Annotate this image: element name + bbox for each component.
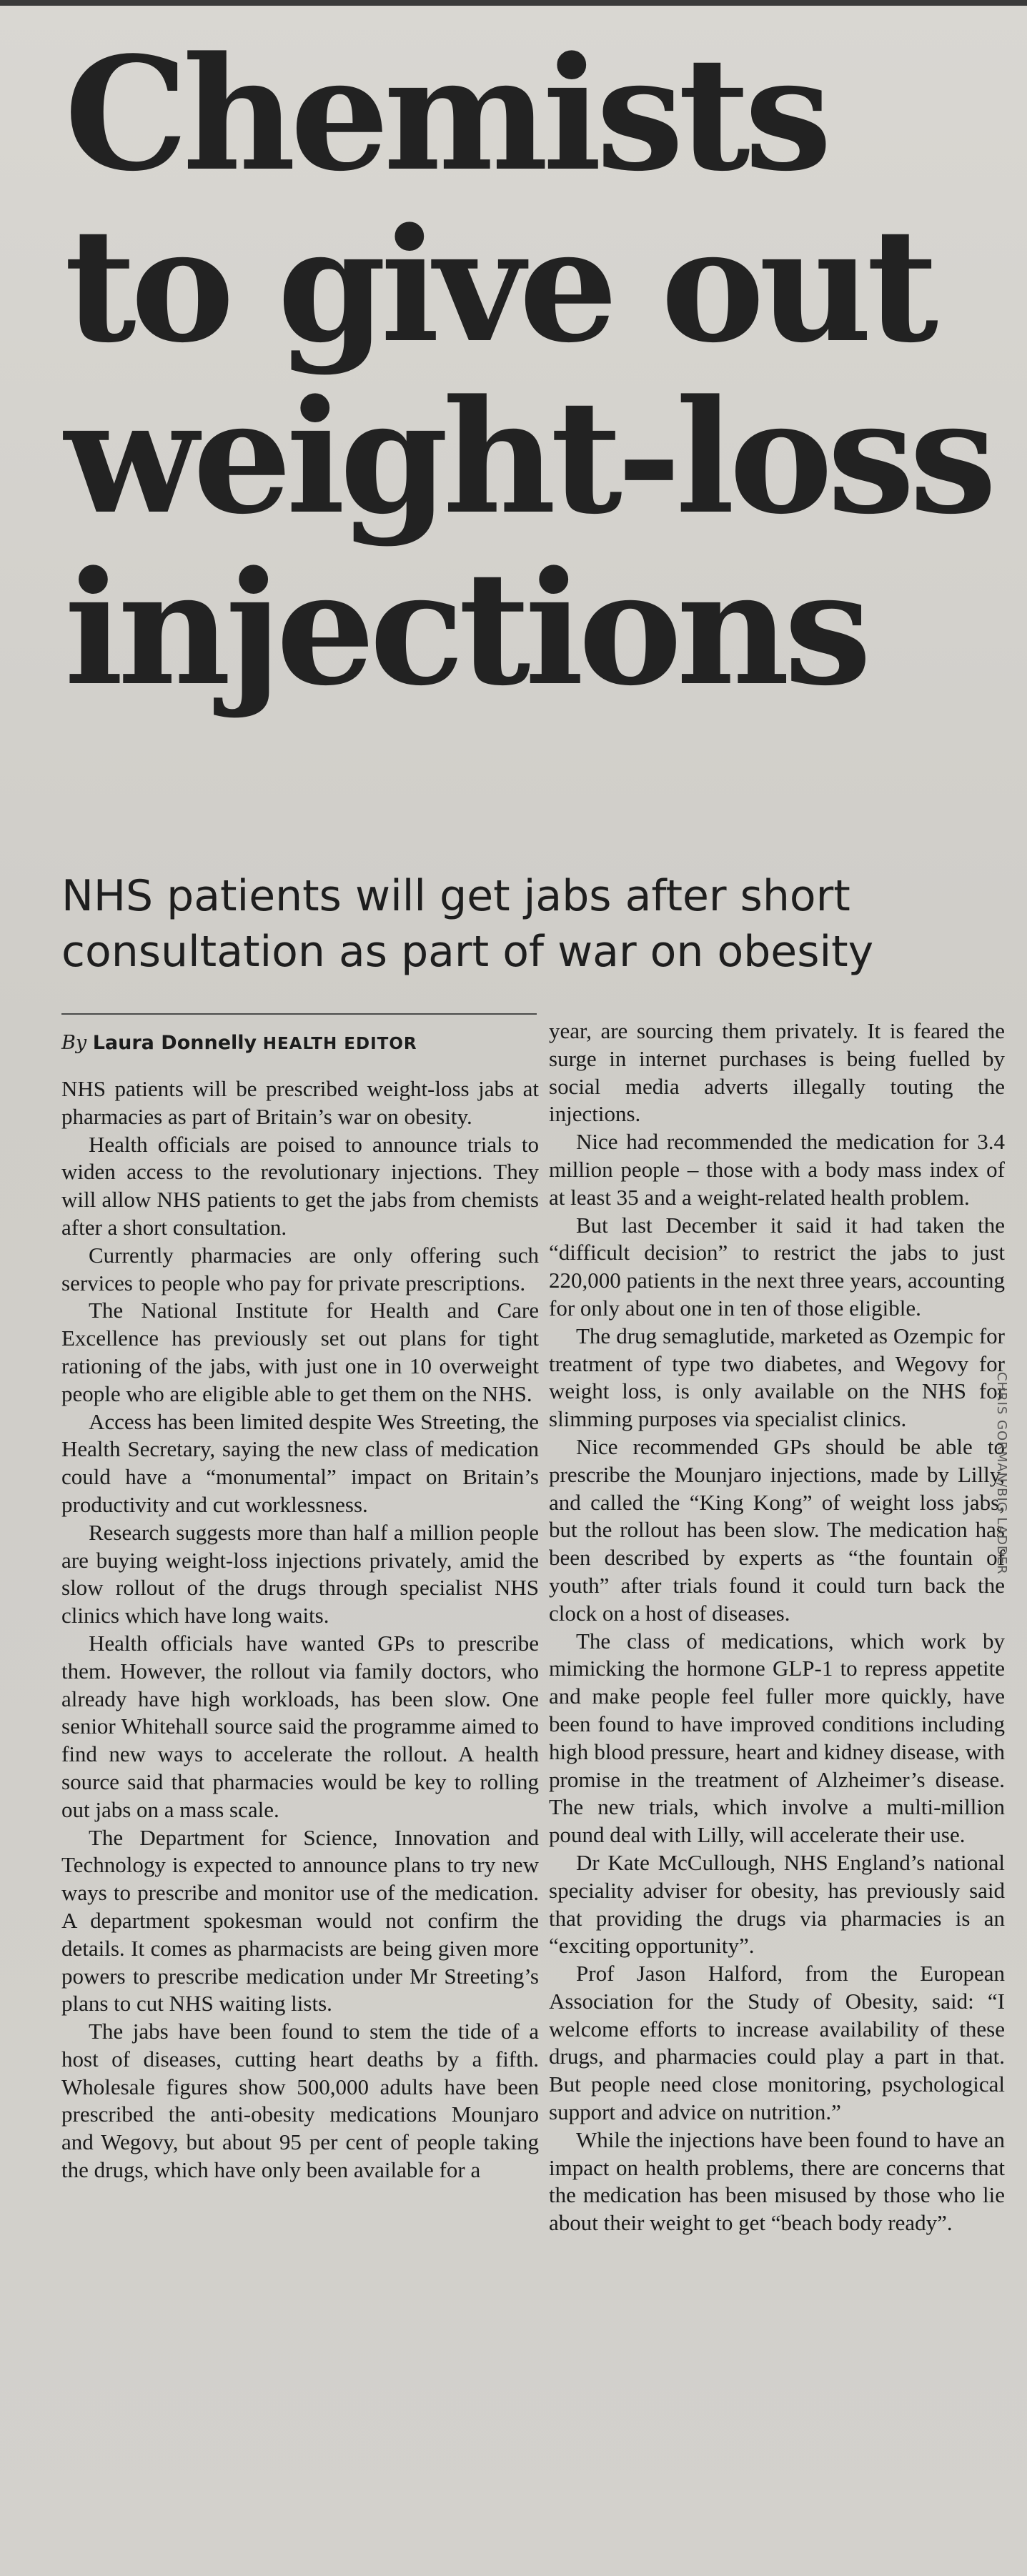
paragraph: The Department for Science, Innovation and Technology is expected to announce plans to try new ways to prescribe and monitor use of the medication. A department spokesman would not confirm the details. It comes as pharmacists are being given more powers to prescribe medication under Mr Streeting’s plans to cut NHS waiting lists. <box>61 1824 539 2016</box>
author-role: HEALTH EDITOR <box>262 1035 417 1053</box>
paragraph: NHS patients will be prescribed weight-loss jabs at pharmacies as part of Britain’s war on obesity. <box>61 1076 539 1129</box>
paragraph: But last December it said it had taken the “difficult decision” to restrict the jabs to just 220,000 patients in the next three years, accounting for only about one in ten of those eligible. <box>549 1212 1005 1321</box>
paragraph: Nice had recommended the medication for 3.4 million people – those with a body mass index of at least 35 and a weight-related health problem. <box>549 1129 1005 1210</box>
article-column-1 <box>61 1075 539 2184</box>
paragraph: The National Institute for Health and Care Excellence has previously set out plans for tight rationing of the jabs, with just one in 10 overweight people who are eligible able to get them on the NHS. <box>61 1298 539 1406</box>
paragraph: Health officials are poised to announce trials to widen access to the revolutionary injections. They will allow NHS patients to get the jabs from chemists after a short consultation. <box>61 1131 539 1240</box>
byline-prefix: By <box>61 1032 87 1054</box>
paragraph: Dr Kate McCullough, NHS England’s national speciality adviser for obesity, has previously said that providing the drugs via pharmacies is an “exciting opportunity”. <box>549 1849 1005 1959</box>
headline <box>64 23 1008 720</box>
paragraph: Nice recommended GPs should be able to prescribe the Mounjaro injections, made by Lilly, and called the “King Kong” of weight loss jabs, but the rollout has been slow. The medication has been described by experts as “the fountain of youth” after trials found it could turn back the clock on a host of diseases. <box>549 1433 1005 1626</box>
top-border <box>0 0 1027 6</box>
author-name: Laura Donnelly <box>92 1032 257 1054</box>
paragraph: Research suggests more than half a million people are buying weight-loss injections privately, amid the slow rollout of the drugs through specialist NHS clinics which have long waits. <box>61 1519 539 1628</box>
photo-credit: CHRIS GORMAN/BIG LADDER <box>994 1372 1009 1575</box>
paragraph: Prof Jason Halford, from the European Association for the Study of Obesity, said: “I welcome efforts to increase availability of these drugs, and pharmacies could play a part in that. But people need close monitoring, psychological support and advice on nutrition.” <box>549 1961 1005 2125</box>
headline-line: injections <box>64 537 866 720</box>
standfirst-line: consultation as part of war on obesity <box>61 927 874 977</box>
standfirst-line: NHS patients will get jabs after short <box>61 871 850 921</box>
headline-line: Chemists <box>64 23 827 206</box>
standfirst <box>61 868 991 980</box>
paragraph: The class of medications, which work by mimicking the hormone GLP-1 to repress appetite and make people feel fuller more quickly, have been found to have improved conditions including high blood pressure, heart and kidney disease, with promise in the treatment of Alzheimer’s disease. The new trials, which involve a multi-million pound deal with Lilly, will accelerate their use. <box>549 1628 1005 1848</box>
article-column-2 <box>549 1018 1005 2237</box>
byline-rule <box>61 1013 537 1015</box>
paragraph: year, are sourcing them privately. It is feared the surge in internet purchases is being fuelled by social media adverts illegally touting the injections. <box>549 1018 1005 1127</box>
headline-line: weight-loss <box>64 366 991 549</box>
byline <box>61 1029 540 1058</box>
paragraph: The drug semaglutide, marketed as Ozempic for treatment of type two diabetes, and Wegovy for weight loss, is only available on the NHS for slimming purposes via specialist clinics. <box>549 1323 1005 1432</box>
paragraph: The jabs have been found to stem the tide of a host of diseases, cutting heart deaths by a fifth. Wholesale figures show 500,000 adults have been prescribed the anti-obesity medications Mounjaro and Wegovy, but about 95 per cent of people taking the drugs, which have only been available for a <box>61 2019 539 2183</box>
paragraph: While the injections have been found to have an impact on health problems, there are concerns that the medication has been misused by those who lie about their weight to get “beach body ready”. <box>549 2127 1005 2236</box>
paragraph: Health officials have wanted GPs to prescribe them. However, the rollout via family doctors, who already have high workloads, has been slow. One senior Whitehall source said the programme aimed to find new ways to accelerate the rollout. A health source said that pharmacies would be key to rolling out jabs on a mass scale. <box>61 1630 539 1822</box>
paragraph: Access has been limited despite Wes Streeting, the Health Secretary, saying the new class of medication could have a “monumental” impact on Britain’s productivity and cut worklessness. <box>61 1408 539 1517</box>
paragraph: Currently pharmacies are only offering such services to people who pay for private prescriptions. <box>61 1242 539 1296</box>
headline-line: to give out <box>64 194 933 377</box>
